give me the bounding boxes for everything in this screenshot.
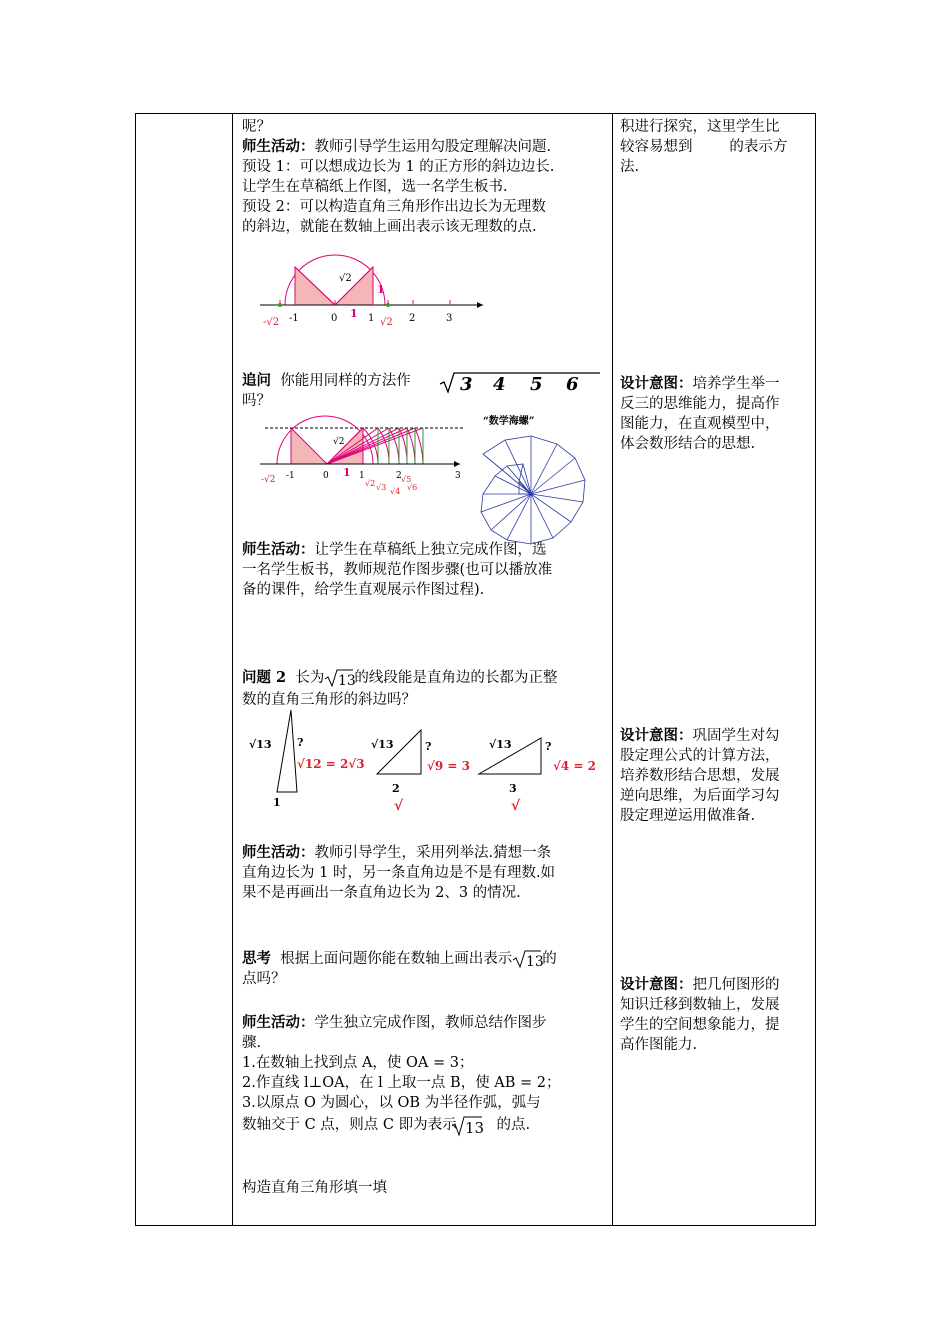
svg-text:?: ? [297, 736, 304, 749]
one-label: 1 [350, 307, 358, 320]
tick-label: -1 [289, 313, 299, 324]
math-snail-spiral [481, 436, 585, 544]
svg-text:2: 2 [392, 782, 400, 795]
svg-text:√: √ [511, 798, 521, 814]
text-line: 构造直角三角形填一填 [242, 1180, 387, 1196]
svg-text:√13: √13 [371, 738, 394, 751]
svg-text:13: 13 [526, 954, 545, 970]
text-line: 备的课件，给学生直观展示作图过程). [242, 582, 485, 598]
step-4: 数轴交于 C 点，则点 C 即为表示 13 的点. [242, 1117, 531, 1137]
right-text: 法. [620, 159, 640, 175]
column-divider-2 [612, 114, 613, 1225]
tick-label: -√2 [263, 317, 280, 328]
text-line: 让学生在草稿纸上作图，选一名学生板书. [242, 179, 508, 195]
sqrt13-triangles-figure [247, 708, 607, 820]
right-text: 反三的思维能力，提高作 [620, 396, 780, 412]
svg-text:6: 6 [566, 374, 579, 395]
svg-text:√13: √13 [249, 738, 272, 751]
svg-text:√5: √5 [401, 475, 412, 484]
svg-text:√6: √6 [407, 483, 418, 492]
svg-text:?: ? [425, 740, 432, 753]
svg-text:-√2: -√2 [261, 475, 276, 485]
svg-text:13: 13 [338, 673, 357, 689]
right-text: 逆向思维，为后面学习勾 [620, 788, 780, 804]
question-2: 问题 2 长为 13 的线段能是直角边的长都为正整 [242, 669, 558, 689]
svg-text:√2: √2 [365, 479, 376, 488]
column-divider-1 [232, 114, 233, 1225]
right-text: 股定理公式的计算方法， [620, 748, 780, 764]
teacher-activity-1: 师生活动：教师引导学生运用勾股定理解决问题. [242, 138, 552, 155]
teacher-activity-2: 师生活动：让学生在草稿纸上独立完成作图，选 [242, 541, 547, 558]
text-line: 预设 1：可以想成边长为 1 的正方形的斜边边长. [242, 159, 555, 175]
sqrt-spiral-figure [255, 410, 590, 532]
right-text: 积进行探究，这里学生比 [620, 119, 780, 135]
tick-label: 3 [446, 313, 453, 324]
text-line: 果不是再画出一条直角边长为 2、3 的情况. [242, 885, 521, 901]
text-line: 直角边长为 1 时，另一条直角边是不是有理数.如 [242, 865, 556, 881]
svg-text:1: 1 [273, 796, 281, 809]
svg-text:3: 3 [509, 782, 517, 795]
svg-text:√12 = 2√3: √12 = 2√3 [297, 757, 365, 771]
svg-text:√13: √13 [489, 738, 512, 751]
right-text: 较容易想到 的表示方 [620, 139, 788, 155]
tick-label: 0 [331, 313, 338, 324]
svg-text:?: ? [545, 740, 552, 753]
sqrt2-label: √2 [339, 273, 352, 284]
svg-text:3: 3 [455, 471, 461, 481]
sqrt-3-4-5-6-formula [438, 370, 603, 396]
step-2: 2.作直线 l⊥OA，在 l 上取一点 B，使 AB = 2； [242, 1075, 561, 1091]
right-text: 图能力，在直观模型中， [620, 416, 780, 432]
svg-text:√9 = 3: √9 = 3 [427, 759, 470, 773]
text-line: 一名学生板书，教师规范作图步骤(也可以播放准 [242, 562, 553, 578]
sqrt2-number-line-figure [255, 255, 485, 333]
text-line: 的斜边，就能在数轴上画出表示该无理数的点. [242, 219, 537, 235]
svg-text:0: 0 [323, 471, 329, 481]
svg-text:13: 13 [464, 1119, 484, 1137]
svg-text:√2: √2 [333, 437, 345, 447]
teacher-activity-4: 师生活动：学生独立完成作图，教师总结作图步 [242, 1014, 547, 1031]
design-intent-3: 设计意图：把几何图形的 [620, 976, 780, 993]
tick-label: 1 [368, 313, 375, 324]
think-question: 思考 根据上面问题你能在数轴上画出表示 13 的 [242, 950, 557, 970]
right-text: 高作图能力. [620, 1037, 698, 1053]
triangle-2 [371, 730, 470, 814]
one-label: 1 [377, 283, 385, 296]
follow-up-question: 追问 你能用同样的方法作 [242, 372, 411, 389]
right-text: 知识迁移到数轴上，发展 [620, 997, 780, 1013]
design-intent-2: 设计意图：巩固学生对勾 [620, 727, 780, 744]
right-text: 体会数形结合的思想. [620, 436, 756, 452]
design-intent-1: 设计意图：培养学生举一 [620, 375, 780, 392]
text-line: 点吗？ [242, 971, 286, 987]
right-text: 培养数形结合思想，发展 [620, 768, 780, 784]
svg-text:√4 = 2: √4 = 2 [553, 759, 596, 773]
right-text: 股定理逆运用做准备. [620, 808, 756, 824]
tick-label: 2 [409, 313, 416, 324]
svg-text:1: 1 [343, 466, 351, 479]
svg-text:√4: √4 [390, 487, 401, 496]
triangle-3 [479, 738, 596, 814]
svg-text:2: 2 [396, 471, 402, 481]
svg-text:5: 5 [530, 374, 543, 395]
text-line: 呢？ [242, 119, 271, 135]
tick-label: √2 [380, 317, 393, 328]
text-line: 预设 2：可以构造直角三角形作出边长为无理数 [242, 199, 546, 215]
triangle-1 [249, 710, 365, 809]
teacher-activity-3: 师生活动：教师引导学生，采用列举法.猜想一条 [242, 844, 552, 861]
svg-text:-1: -1 [286, 471, 295, 481]
spiral-title: “数学海螺” [483, 416, 535, 427]
svg-text:1: 1 [359, 471, 365, 481]
svg-text:3: 3 [460, 374, 473, 395]
right-text: 学生的空间想象能力，提 [620, 1017, 780, 1033]
step-1: 1.在数轴上找到点 A，使 OA = 3； [242, 1055, 474, 1071]
svg-text:4: 4 [493, 374, 506, 395]
text-line: 吗？ [242, 393, 271, 409]
step-3: 3.以原点 O 为圆心，以 OB 为半径作弧，弧与 [242, 1095, 541, 1111]
text-line: 骤. [242, 1035, 262, 1051]
svg-text:√: √ [394, 798, 404, 814]
text-line: 数的直角三角形的斜边吗？ [242, 692, 416, 708]
svg-text:√3: √3 [376, 483, 387, 492]
